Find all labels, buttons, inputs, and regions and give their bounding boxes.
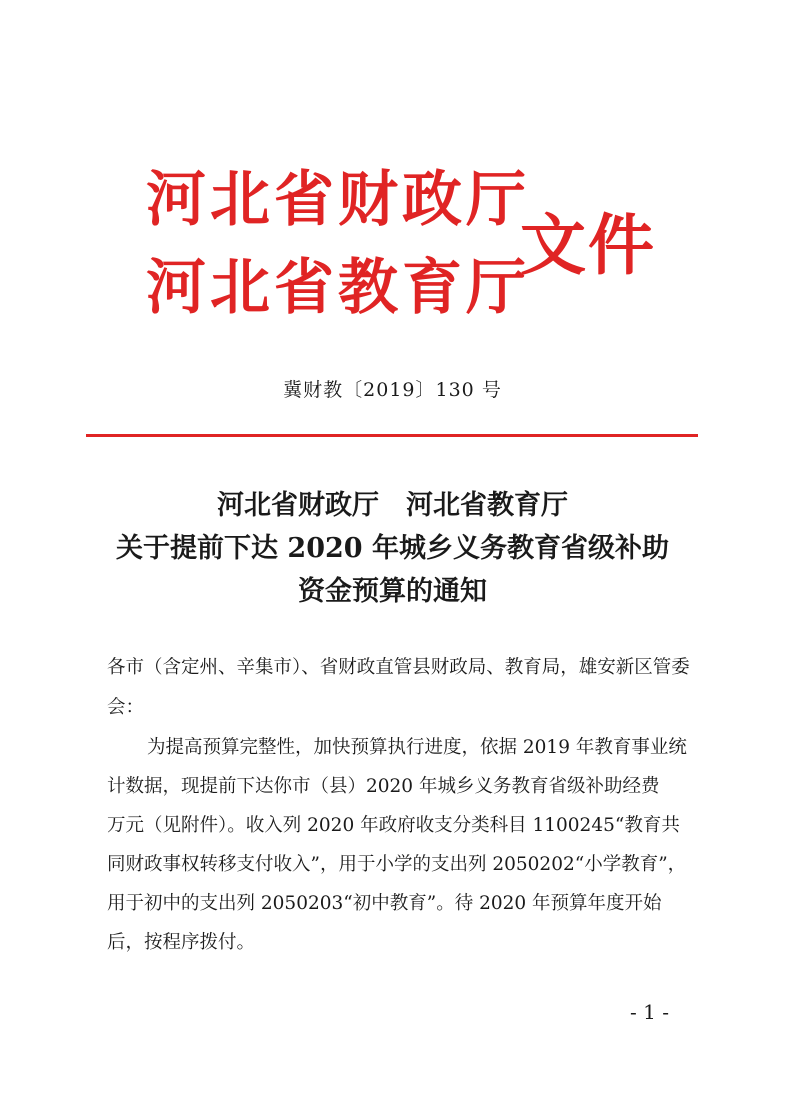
letterhead-issuer-education: 河北省教育厅 (146, 253, 530, 323)
letterhead-doc-type: 文件 (520, 206, 656, 284)
title-line-2: 关于提前下达 2020 年城乡义务教育省级补助 (116, 533, 669, 564)
red-divider-line (86, 434, 698, 437)
title-line-3: 资金预算的通知 (298, 576, 487, 607)
body-paragraph: 为提高预算完整性，加快预算执行进度，依据 2019 年教育事业统计数据，现提前下达你市（县）2020 年城乡义务教育省级补助经费 万元（见附件）。收入列 2020 年政府收支分类科目 1100245“教育共同财政事权转移支付收入”，用于小学的支出列 2050202“小学教育”，用于初中的支出列 2050203“初中教育”。待 2020 年预算年度开始后，按程序拨付。 (107, 737, 697, 953)
document-title (0, 484, 785, 613)
title-line-1: 河北省财政厅 河北省教育厅 (217, 490, 568, 521)
document-number: 冀财教〔2019〕130 号 (283, 379, 502, 401)
letterhead-issuer-finance: 河北省财政厅 (146, 165, 530, 235)
page-number: - 1 - (630, 1000, 669, 1024)
addressee: 各市（含定州、辛集市）、省财政直管县财政局、教育局，雄安新区管委会： (107, 657, 690, 718)
